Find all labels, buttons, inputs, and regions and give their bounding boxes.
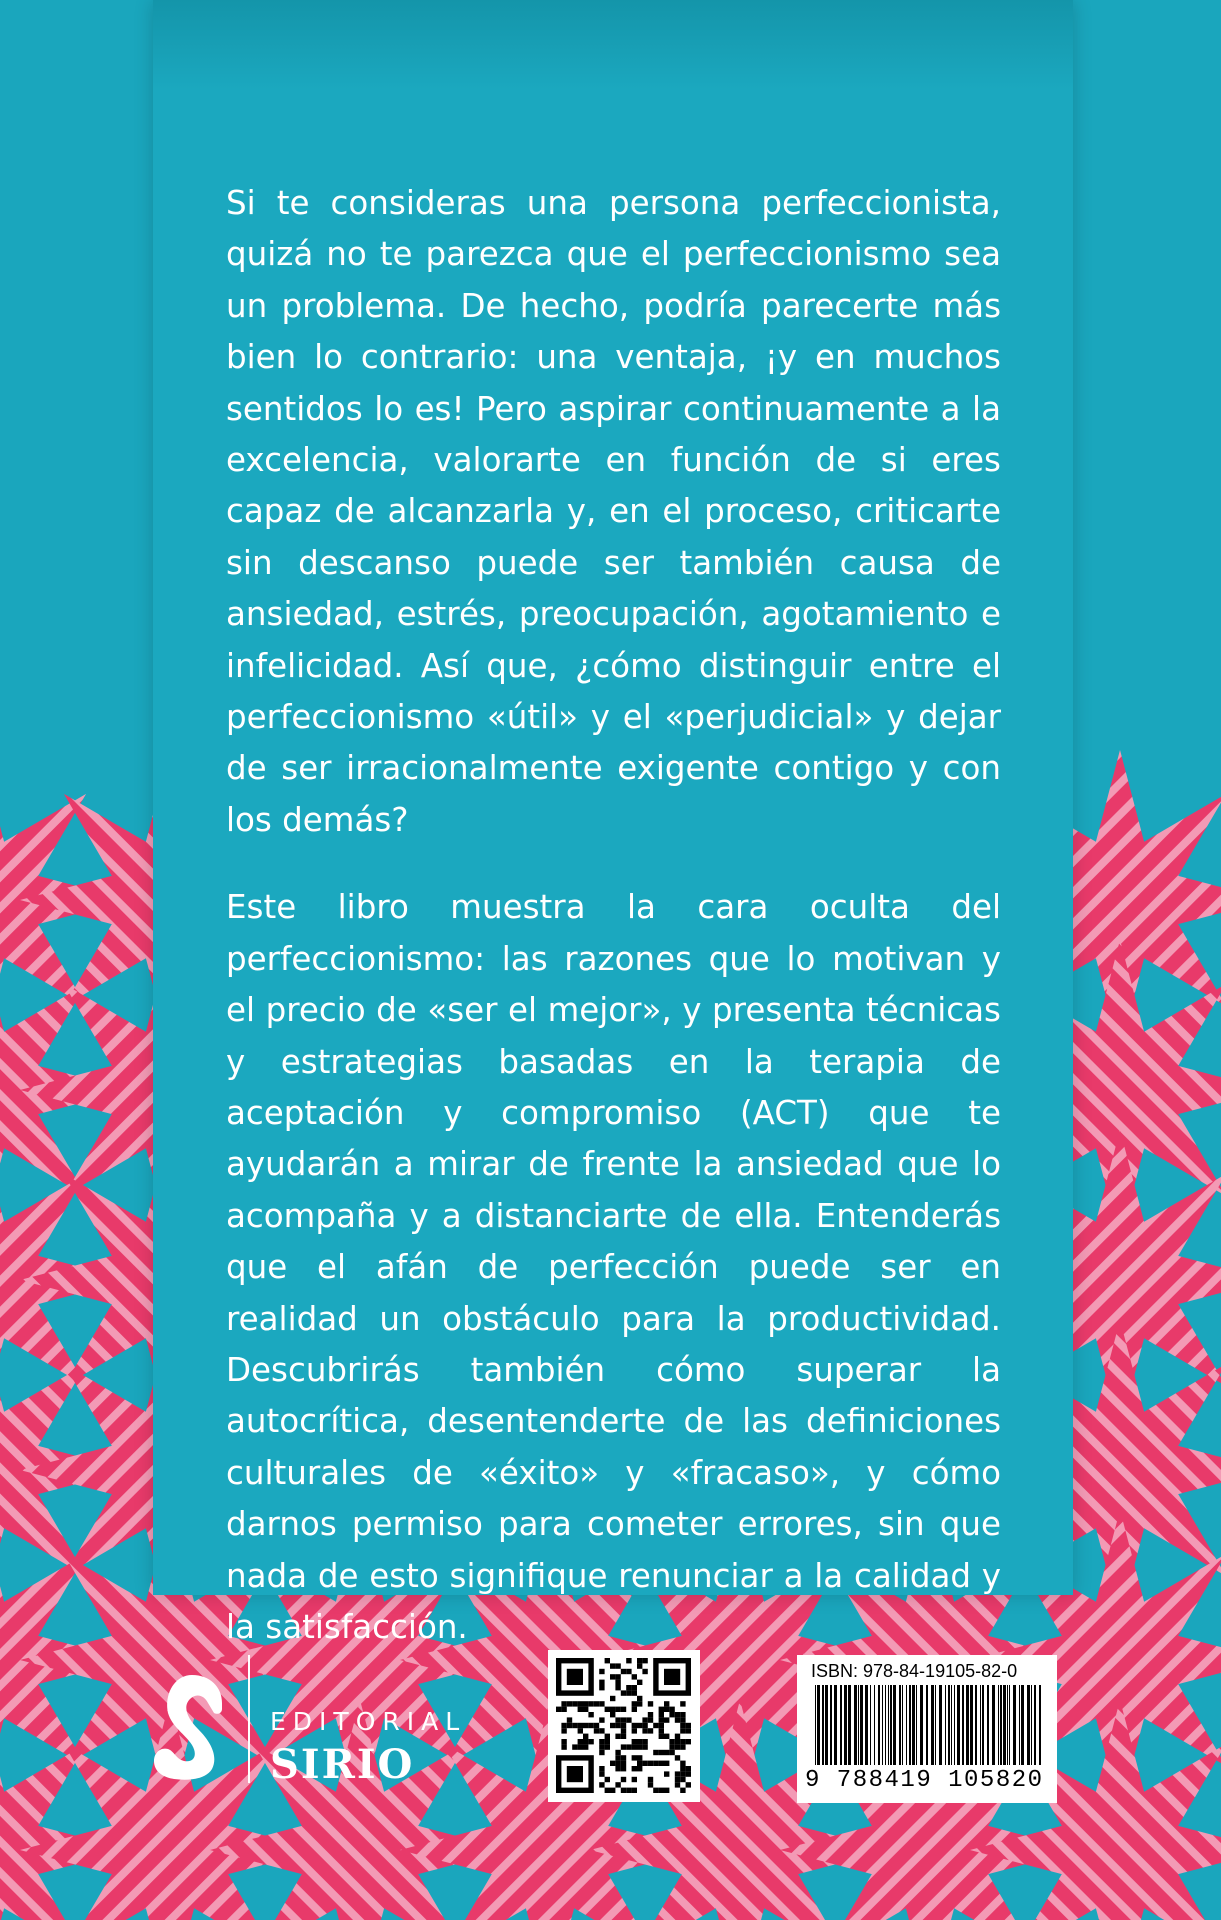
description-paragraph: Si te consideras una persona perfeccionista, quizá no te parezca que el perfeccionismo sea un problema. De hecho, podría parecerte más bien lo contrario: una ventaja, ¡y en muchos sentidos lo es! Pero aspirar continuamente a la excelencia, valorarte en función de si eres capaz de alcanzarla y, en el proceso, criticarte sin descanso puede ser también causa de ansiedad, estrés, preocupación, agotamiento e infelicidad. Así que, ¿cómo distinguir entre el perfeccionismo «útil» y el «perjudicial» y dejar de ser irracionalmente exigente contigo y con los demás? xyxy=(226,184,1001,839)
swan-icon xyxy=(152,1673,226,1781)
description-paragraph: Este libro muestra la cara oculta del perfeccionismo: las razones que lo motivan y el precio de «ser el mejor», y presenta técnicas y estrategias basadas en la terapia de aceptación y compromiso (ACT) que te ayudarán a mirar de frente la ansiedad que lo acompaña y a distanciarte de ella. Entenderás que el afán de perfección puede ser en realidad un obstáculo para la productividad. Descubrirás también cómo superar la autocrítica, desentenderte de las definiciones culturales de «éxito» y «fracaso», y cómo darnos permiso para cometer errores, sin que nada de esto signifique renunciar a la calidad y la satisfacción. xyxy=(226,888,1001,1646)
publisher-name-line2: SIRIO xyxy=(270,1741,415,1788)
logo-divider xyxy=(248,1655,250,1783)
isbn-barcode xyxy=(797,1655,1057,1803)
publisher-logo xyxy=(152,1655,492,1795)
qr-code-icon xyxy=(548,1650,700,1802)
isbn-text: ISBN: 978-84-19105-82-0 xyxy=(811,1661,1018,1681)
publisher-name-line1: EDITORIAL xyxy=(270,1707,467,1736)
barcode-digits: 9 788419 105820 xyxy=(805,1767,1044,1794)
back-cover-text xyxy=(226,178,1001,1653)
